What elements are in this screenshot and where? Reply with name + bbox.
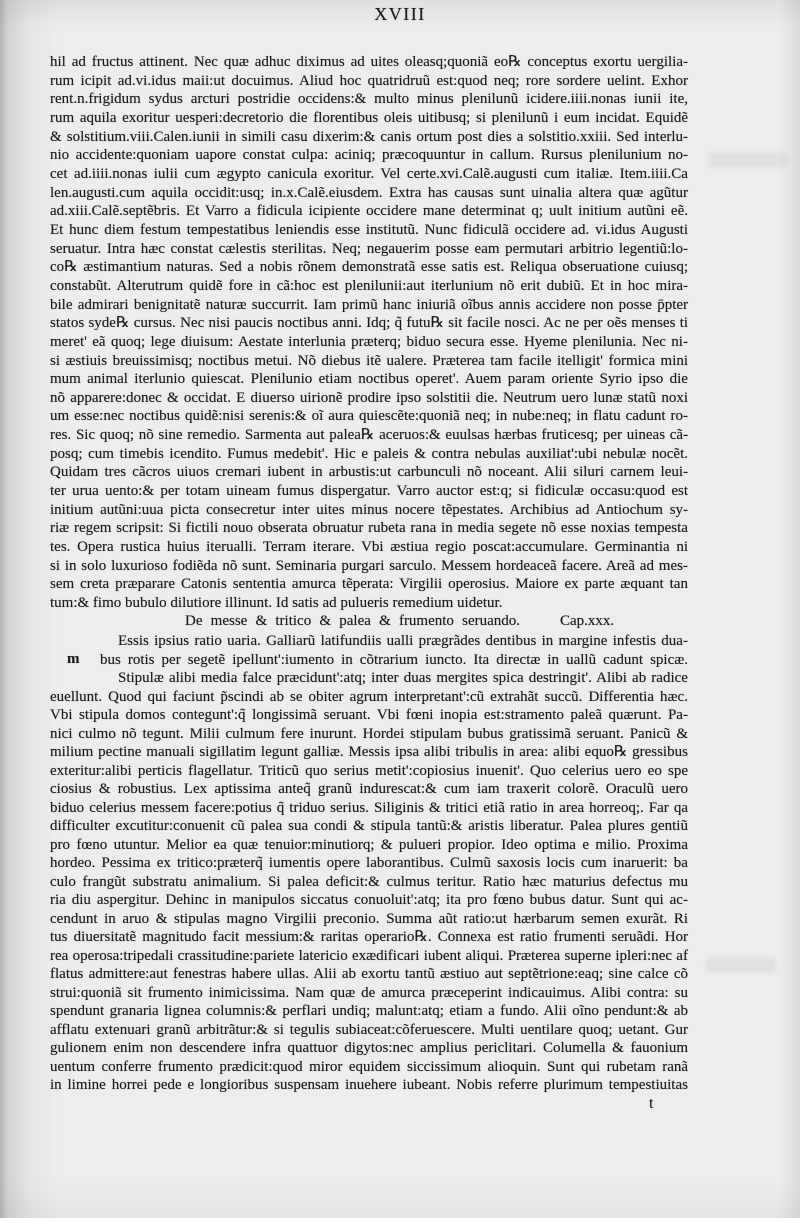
text-line: si æstiuis breuissimisq; noctibus metui. Nõ diebus itẽ ualere. Præterea tam facile itelligit' formica mini	[50, 352, 689, 369]
text-line: rum aquila exoritur uesperi:decretorio die florentibus oleis uitibusq; si plenilunũ i eum incidat. Equidẽ	[50, 109, 689, 126]
text-line: nõ apparere:donec & occidat. E diuerso uirionẽ prodire ipso solstitii die. Neutrum uero lunæ statũ noxi	[50, 389, 689, 406]
text-line: gulionem enim non descendere infra quattuor digytos:nec amplius periclitari. Columella & fauonium	[50, 1040, 689, 1056]
text-block-2	[50, 632, 688, 1095]
text-line: initium autũni:uua picta consecretur inter uites minus nocere tẽpestates. Archibius ad Antiochum sy-	[50, 501, 689, 518]
text-line: & solstitium.viii.Calen.iunii in simili casu dixerim:& canis ortum post dies a solstitio.xxiii. Sed interlu-	[50, 128, 689, 145]
text-line: biduo celerius messem facere:potius q̃ triduo serius. Siliginis & tritici etiã ratio in area horreoq;. Far qa	[50, 799, 688, 816]
text-line: exteritur:alibi perticis flagellatur. Triticũ quo serius metit':copiosius inuenit'. Quo celerius uero eo spe	[50, 762, 689, 779]
text-line: hil ad fructus attinent. Nec quæ adhuc diximus ad uites oleasq;quoniã eo℞ conceptus exortu uergilia-	[50, 54, 688, 70]
text-line: bus rotis per segetẽ ipellunt':iumento in cõtrarium iuncto. Ita directæ in uallũ cadunt spicæ.	[100, 651, 689, 668]
text-line: bile admirari benignitatẽ naturæ succurrit. Iam primũ hanc iniuriã oĩbus annis accidere non posse p̄pter	[50, 296, 689, 313]
text-line: uentum conferre frumento prædicit:quod miror equidem siccissimum alioquin. Sunt qui rubetam ranã	[50, 1058, 689, 1075]
text-line: hordeo. Pessima ex tritico:præterq̃ iumentis opere laborantibus. Culmũ saxosis locis cum inaruerit: ba	[50, 855, 688, 871]
guide-letter: m	[67, 651, 80, 667]
show-through-mark	[706, 957, 776, 973]
text-line: statos syde℞ cursus. Nec nisi paucis noctibus anni. Idq; q̃ futu℞ sit facile nosci. Ac ne per oẽs menses ti	[50, 315, 689, 332]
text-line: res. Sic quoq; nõ sine remedio. Sarmenta aut palea℞ aceruos:& euulsas hærbas fruticesq; per uineas cã-	[50, 427, 689, 444]
text-line: rea operosa:tripedali crassitudine:pariete latericio exædificari iubent aliqui. Præterea superne ipleri:nec af	[50, 947, 688, 964]
text-line: Essis ipsius ratio uaria. Galliarũ latifundiis ualli prægrãdes dentibus in margine infestis dua-	[118, 633, 688, 649]
text-line: flatus admittere:aut fenestras habere ullas. Alii ab exortu tantũ æstiuo aut septẽtrione:eaq; sine calce cõ	[50, 966, 689, 982]
text-line: len.augusti.cum aquila occidit:usq; in.x.Calẽ.eiusdem. Extra has causas sunt uinalia altera quæ agũtur	[50, 184, 688, 201]
text-line: co℞ æstimantium naturas. Sed a nobis rõnem demonstratã esse satis est. Reliqua obseruatione cuiusq;	[50, 259, 689, 276]
text-line: posq; cum timebis icendito. Fumus medebit'. Hic e paleis & contra nebulas auxiliat':ubi nebulæ nocẽt.	[50, 445, 688, 462]
text-line: euellunt. Quod qui faciunt p̃scindi ab se obiter agrum interpretant':cũ extrahãt succũ. Differentia hæc.	[50, 688, 688, 705]
text-line: ter urua uento:& per totam uineam fumus dispergatur. Varro auctor est:q; si fidiculæ occasu:quod est	[50, 483, 689, 500]
text-line: rent.n.frigidum sydus arcturi postridie occidens:& multo minus plenilunũ icidere.iiii.nonas iunii ite,	[50, 91, 688, 108]
text-line: Stipulæ alibi media falce præcidunt':atq; inter duas mergites spica destringit'. Alibi ab radice	[118, 670, 688, 686]
text-line: sem creta præparare Catonis sententia amurca tẽperata: Virgilii operosius. Maiore ex parte æquant tan	[50, 576, 688, 593]
text-line: seruatur. Intra hæc constat cælestis sterilitas. Neq; negauerim posse eam permutari arbitrio legentiũ:lo-	[50, 240, 688, 257]
text-line: cet ad.iiii.nonas iulii cum ægypto canicula exoritur. Vel certe.xvi.Calẽ.augusti cum italiæ. Item.iiii.Ca	[50, 165, 688, 182]
text-line: nici culmo nõ tegunt. Milii culmum fere inurunt. Hordei stipulam bubus gratissimã seruant. Panicũ &	[50, 725, 689, 742]
text-line: Et hunc diem festum tempestatibus leniendis esse institutũ. Nunc fidiculã occidere ad. vi.idus Augusti	[50, 221, 689, 238]
text-line: tus diuersitatẽ magnitudo facit messium:& raritas operario℞. Connexa est ratio frumenti seruãdi. Hor	[50, 929, 689, 945]
text-line: ciosius & robustius. Lex aptissima anteq̃ granũ indurescat:& cum iam traxerit colorẽ. Oraculũ uero	[50, 781, 688, 797]
text-line: Quidam tres cãcros uiuos cremari iubent in arbustis:ut carbunculi nõ noceant. Alii siluri carnem leui-	[50, 464, 689, 481]
text-line: mum animal iterlunio quiescat. Plenilunio etiam noctibus operet'. Auem param oriente Syrio ipso die	[50, 371, 688, 388]
text-line: in limine horrei pede e longioribus suspensam inuehere iubeant. Nobis referre plurimum tempestiuitas	[50, 1077, 688, 1093]
text-line: pro fœno utuntur. Melior ea quæ tenuior:minutiorq; & pulueri propior. Ideo optima e milio. Proxima	[50, 836, 688, 853]
text-line: milium pectine manuali sigillatim legunt galliæ. Messis ipsa alibi tribulis in area: alibi equo℞ gressibus	[50, 744, 688, 760]
text-line: culo frangũt substratu animalium. Si palea deficit:& culmus teritur. Ratio hæc maturius defectus mu	[50, 873, 689, 890]
text-line: tes. Opera rustica huius iterualli. Terram iterare. Vbi æstiua regio poscat:accumulare. Germinantia ni	[50, 539, 688, 556]
text-line: si in solo luxurioso fodiẽda nõ sunt. Seminaria purgari sarculo. Messem hordeaceã facere. Areã ad mes-	[50, 557, 688, 574]
text-line: ad.xiii.Calẽ.septẽbris. Et Varro a fidicula icipiente occidere mane determinat q; uult initium autũni eẽ.	[50, 203, 688, 220]
text-line: constabũt. Alterutrum quidẽ fore in cã:hoc est plenilunii:aut iterlunium nõ erit dubiũ. Et in hoc mira-	[50, 277, 689, 294]
text-line: tum:& fimo bubulo dilutiore illinunt. Id satis ad pulueris remedium uidetur.	[50, 595, 503, 612]
text-line: meret' eã quoq; lege diuisum: Aestate interlunia præterq; biduo secura esse. Hyeme plenilunia. Nec ni-	[50, 333, 688, 350]
show-through-mark	[708, 152, 788, 168]
text-line: um esse:nec noctibus quidẽ:nisi serenis:& oĩ aura quiescẽte:quoniã neq; in nube:neq; in flatu cadunt ro-	[50, 408, 689, 425]
text-line: ria diu aspergitur. Dehinc in manipulos siccatus conuoluit':atq; ita pro fœno bubus datur. Sunt qui ac-	[50, 892, 688, 908]
text-line: nio accidente:quoniam uapore constat culpa: aciniq; præcoquuntur in callum. Rursus plenilunium no-	[50, 147, 688, 164]
text-block-2-body	[50, 688, 688, 1095]
chapter-number: Cap.xxx.	[560, 613, 615, 629]
text-line: riæ regem scripsit: Si fictili nouo obserata obruatur rubeta rana in media segete nõ esse noxias tempesta	[50, 520, 688, 537]
text-line: strui:quoniã sit frumento inimicissima. Nam quæ de amurca præceperint indicauimus. Alibi contra: su	[50, 984, 688, 1001]
text-line: cendunt in aruo & stipulas magno Virgilii preconio. Summa aũt ratio:ut hærbarum semen exurãt. Ri	[50, 910, 689, 927]
chapter-title: De messe & tritico & palea & frumento seruando.	[185, 613, 521, 629]
text-line: rum icipit ad.vi.idus maii:ut docuimus. Aliud hoc quatridruũ est:quod neq; rore sordere uelint. Exhor	[50, 72, 688, 89]
signature-mark: t	[649, 1095, 654, 1112]
text-line: spendunt granaria lignea columnis:& perflari undiq; malunt:atq; etiam a fundo. Alii oĩno pendunt:& ab	[50, 1003, 688, 1019]
text-block-1	[50, 53, 688, 613]
chapter-heading	[0, 612, 800, 631]
text-line: Vbi stipula domos contegunt':q̃ longissimã seruant. Vbi fœni inopia est:stramento paleã quærunt. Pa-	[50, 707, 688, 723]
folio-number: XVIII	[374, 4, 426, 24]
text-line: difficulter excutitur:conuenit cũ palea sua condi & stipula tantũ:& aristis liberatur. Palea plures gentiũ	[50, 818, 688, 834]
text-line: afflatu extenuari granũ arbitrãtur:& si tegulis subiaceat:cõferuescere. Multi uentilare quoq; uetant. Gur	[50, 1021, 689, 1038]
